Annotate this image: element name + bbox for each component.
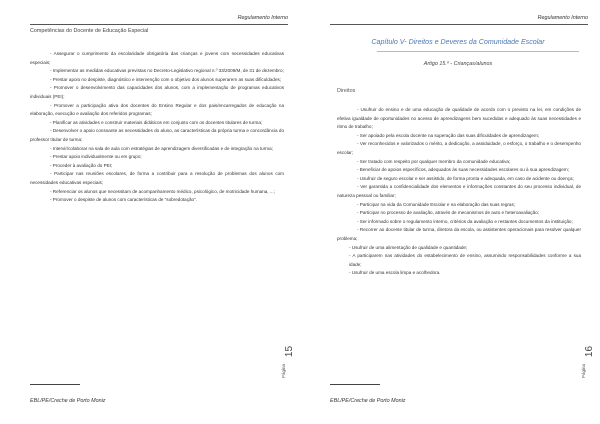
header-rule	[330, 24, 588, 25]
page-number-value: 15	[284, 345, 296, 358]
running-header: Regulamento Interno	[537, 15, 588, 21]
paragraph: - Ver reconhecidos e valorizados o mérito, a dedicação, a assiduidade, o esforço, o trabalho e o desempenho escolar;	[337, 141, 581, 155]
paragraph: - Prestar apoio no despiste, diagnóstico e intervenção com o objetivo dos alunos superarem as suas dificuldades;	[50, 76, 282, 82]
paragraph: - Ser tratado com respeito por qualquer membro da comunidade educativa;	[357, 158, 511, 164]
article-title: Artigo 15.º - Crianças/alunos	[423, 61, 493, 67]
paragraph: - Ser apoiado pela escola docente na superação das suas dificuldades de aprendizagem;	[357, 132, 540, 138]
page-number-value: 16	[584, 345, 596, 358]
footer-rule	[330, 384, 380, 385]
right-page	[300, 0, 600, 424]
chapter-title: Capítulo V- Direitos e Deveres da Comunidade Escolar	[371, 38, 545, 46]
body-text	[337, 106, 581, 278]
page-label: Página	[581, 363, 586, 378]
paragraph: - Ver garantida a confidencialidade dos elementos e informações constantes do seu processo individual, de natureza pessoal ou familiar;	[337, 184, 581, 198]
section-title: Competências do Docente de Educação Especial	[30, 28, 149, 34]
rights-subheading: Direitos	[337, 88, 356, 94]
paragraph: - Participar na vida da Comunidade Escolar e na elaboração das suas regras;	[357, 201, 516, 207]
paragraph: - Usufruir de uma alimentação de qualidade e quantidade;	[349, 244, 468, 250]
paragraph: - A participarem nas atividades do estabelecimento de ensino, assumindo responsabilidades conforme a sua idade;	[349, 253, 581, 267]
running-header: Regulamento Interno	[237, 15, 288, 21]
paragraph: - Implementar as medidas educativas previstas no Decreto-Legislativo regional n.º 33/2009/M, de 31 de dezembro;	[50, 68, 284, 74]
paragraph: - Participar no processo de avaliação, através de mecanismos de auto e heteroavaliação;	[357, 210, 540, 216]
paragraph: - Usufruir de uma escola limpa e acolhedora.	[349, 270, 441, 276]
paragraph: - Proceder à avaliação do PEI;	[50, 162, 113, 168]
paragraph: - Participar nas reuniões escolares, de forma a contribuir para a resolução de problemas dos alunos com necessidades educativas especiais;	[30, 171, 284, 185]
paragraph: - Assegurar o cumprimento da escolaridade obrigatória das crianças e jovens com necessidades educativas especiais;	[30, 51, 284, 65]
page-number	[279, 345, 296, 378]
paragraph: - Beneficiar de apoios específicos, adequados às suas necessidades escolares ou à sua aprendizagem;	[357, 167, 569, 173]
paragraph: - Usufruir de seguro escolar e ser assistido, de forma pronta e adequada, em caso de acidente ou doença;	[357, 175, 574, 181]
footer: EBL/PE/Creche de Porto Moniz	[330, 398, 406, 404]
paragraph: - Ser informado sobre o regulamento interno, critérios da avaliação e restantes documentos da instituição;	[357, 218, 573, 224]
paragraph: - Referenciar os alunos que necessitam de acompanhamento médico, psicológico, de motricidade humana, ...;	[50, 188, 275, 194]
paragraph: - Promover o despiste de alunos com características de "sobredotação".	[50, 197, 198, 203]
header-rule	[30, 24, 288, 25]
paragraph: - Promover o desenvolvimento das capacidades dos alunos, com a implementação de programas educativos individuais (PEI);	[30, 85, 284, 99]
paragraph: - Desenvolver o apoio consoante as necessidades do aluno, as características da própria turma e concordância do professor titular de turma;	[30, 128, 284, 142]
paragraph: - Intervir/colaborar na sala de aula com estratégias de aprendizagem diversificadas e de integração na turma;	[50, 145, 273, 151]
paragraph: - Planificar as atividades e construir materiais didáticos em conjunto com os docentes titulares de turma;	[50, 119, 263, 125]
body-text	[30, 50, 284, 205]
paragraph: - Prestar apoio individualmente ou em grupo;	[50, 154, 142, 160]
footer: EBL/PE/Creche de Porto Moniz	[30, 398, 106, 404]
paragraph: - Usufruir do ensino e de uma educação de qualidade de acordo com o previsto na lei, em condições de efetiva igualdade de oportunidades no acesso de aprendizagens bem sucedidas e adequado às suas necessidades e ritmo de trabalho;	[337, 107, 581, 130]
paragraph: - Recorrer ao docente titular de turma, diretora da escola, ou assistentes operacionais para resolver qualquer problema;	[337, 227, 581, 241]
page-label: Página	[281, 363, 286, 378]
footer-rule	[30, 384, 80, 385]
paragraph: - Promover a participação ativa dos docentes do Ensino Regular e dos pais/encarregados de educação na elaboração, execução e avaliação dos referidos programas;	[30, 102, 284, 117]
page-number	[579, 345, 596, 378]
chapter-rule	[377, 51, 579, 52]
